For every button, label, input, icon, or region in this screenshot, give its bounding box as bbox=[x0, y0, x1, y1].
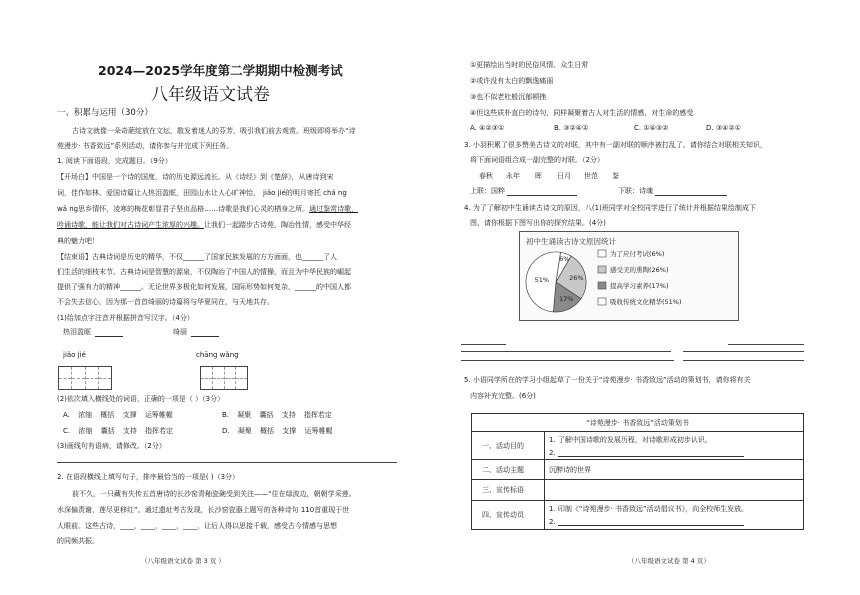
question-4-heading: 4. 为了了解初中生诵读古诗文的原因，八(1)班同学对全校同学进行了统计并根据结果绘制成下 bbox=[464, 204, 756, 212]
choice-b[interactable]: B. ③②④① bbox=[554, 124, 589, 132]
passage-text: 让我们一起踏步古诗苑，陶冶性情，感受中华经 bbox=[204, 221, 351, 229]
plan-table-title: “诗苑漫步· 书香致远”活动策划书 bbox=[472, 414, 804, 432]
chart-title: 初中生诵读古诗文原因统计 bbox=[526, 237, 616, 246]
row-content bbox=[545, 432, 804, 460]
passage-line bbox=[57, 188, 347, 198]
exam-title-subject: 八年级语文试卷 bbox=[151, 85, 270, 105]
passage-pinyin: jiǎo jié bbox=[263, 189, 286, 197]
answer-line[interactable] bbox=[461, 351, 671, 352]
subquestion-3: (3)画线句有语病，请修改。（2分） bbox=[57, 442, 166, 450]
slogan-answer-cell[interactable] bbox=[545, 480, 804, 501]
passage-line: 人眼前。这些古诗，____，____，____，____，让后人得以思接千载，感受古今情感与思想 bbox=[57, 522, 337, 530]
legend-label: 提高学习素养(17%) bbox=[610, 282, 669, 290]
question-2-heading: 2. 在语段横线上填写句子，排序最恰当的一项是( )（3分） bbox=[57, 473, 240, 481]
passage-line: 前不久，一只藏有失传五首唐诗的长沙窑青釉瓷碗受到关注——“住在绿波边，朝朝学采莲。 bbox=[72, 490, 356, 498]
passage-line: 不会失去信心，因为那一首首绮丽的诗篇将与华夏同在，与天地共存。 bbox=[57, 298, 274, 306]
passage-line: 【开场白】中国是一个诗的国度，诗的历史源远流长。从《诗经》到《楚辞》，从唐诗到宋 bbox=[57, 173, 334, 181]
option-c[interactable]: C. 浓缩 囊括 支持 指挥若定 bbox=[63, 427, 174, 435]
couplet-word: 永年 bbox=[506, 172, 520, 180]
option-d[interactable]: D. 凝聚 概括 支撑 运筹帷幄 bbox=[222, 427, 333, 435]
answer-line[interactable] bbox=[57, 462, 397, 463]
choice-a[interactable]: A. ④②③① bbox=[470, 124, 505, 132]
choice-c[interactable]: C. ①④③② bbox=[634, 124, 669, 132]
passage-line: 提供了强有力的精神______。无论世界多极化如何发展，国际形势如何复杂，______的中国人都 bbox=[57, 283, 351, 291]
question-4-heading: 图，请你根据下图写出你的探究结果。(4分) bbox=[470, 219, 606, 227]
pie-slice-label: 51% bbox=[534, 276, 550, 285]
lower-couplet bbox=[618, 186, 727, 196]
passage-text: wǎ ng思乡情怀，凌寒的梅花彰显君子坚贞品格……诗歌是我们心灵的栖身之所。 bbox=[57, 205, 310, 213]
legend-label: 为了应付考试(6%) bbox=[610, 250, 665, 258]
upper-couplet bbox=[470, 186, 577, 196]
pinyin-label: jiǎo jié bbox=[63, 351, 86, 359]
option-b[interactable]: B. 凝聚 囊括 支持 指挥若定 bbox=[222, 411, 332, 419]
couplet-word: 晖 bbox=[535, 172, 542, 180]
upper-couplet-label: 上联：国粹 bbox=[470, 187, 505, 195]
row-label: 一、活动目的 bbox=[472, 432, 545, 460]
row-content bbox=[545, 501, 804, 530]
passage-underlined-sentence: 吟诵诗歌，能让我们对古诗词产生浓厚的兴趣。 bbox=[57, 221, 204, 229]
passage-line: 的同频共振。 bbox=[57, 537, 99, 545]
pie-slice-label: 6% bbox=[559, 254, 570, 263]
lower-couplet-label: 下联：诗魂 bbox=[618, 187, 653, 195]
row-label: 三、宣传标语 bbox=[472, 480, 545, 501]
page-footer: （八年级语文试卷 第 4 页） bbox=[628, 557, 710, 565]
passage-line: 们生活的细枝末节。古典诗词是智慧的源泉，不仅陶冶了中国人的情操，而且为中华民族的崛起 bbox=[57, 268, 351, 276]
answer-line[interactable] bbox=[728, 344, 804, 345]
row-content: 沉醉诗的世界 bbox=[545, 460, 804, 480]
plan-table bbox=[471, 413, 804, 530]
answer-line[interactable] bbox=[683, 351, 804, 352]
legend-swatch bbox=[598, 266, 606, 273]
pinyin-word-text: 绮丽 bbox=[173, 328, 187, 336]
passage-line bbox=[57, 204, 358, 214]
answer-line[interactable] bbox=[461, 360, 674, 361]
passage-line: 【结束语】古典诗词是历史的精华，不仅______了国家民族发展的方方面面，也______了人 bbox=[57, 253, 337, 261]
character-writing-box[interactable] bbox=[58, 366, 112, 390]
intro-line: 古诗文就像一朵奇葩绽放在文坛，散发着迷人的芬芳，吸引我们前去观赏。班级即将举办“诗 bbox=[72, 127, 356, 135]
sentence-option: ①更描绘出当时的民俗风情、众生日常 bbox=[470, 61, 589, 69]
question-1-heading: 1. 阅读下面语段，完成题目。（9分） bbox=[57, 157, 172, 165]
passage-line: 典的魅力吧！ bbox=[57, 237, 99, 245]
answer-blank[interactable] bbox=[558, 448, 744, 457]
row-label: 四、宣传动员 bbox=[472, 501, 545, 530]
passage-text: 词，佳作如林。爱国诗篇让人热泪盈眶，田园山水让人心旷神怡， bbox=[57, 189, 260, 197]
pie-slice-label: 26% bbox=[569, 273, 584, 282]
row-label: 二、活动主题 bbox=[472, 460, 545, 480]
sentence-option: ③也不似老杜般沉郁顿挫 bbox=[470, 93, 547, 101]
answer-blank[interactable] bbox=[95, 328, 123, 337]
pinyin-word bbox=[173, 327, 219, 337]
question-3-heading: 将下面词语组合成一副完整的对联。（2分） bbox=[470, 156, 604, 164]
subquestion-2: (2)依次填入横线处的词语，正确的一项是（ ）（3分） bbox=[57, 395, 225, 403]
legend-label: 吸收传统文化精华(51%) bbox=[610, 298, 682, 306]
couplet-word: 鉴 bbox=[612, 172, 619, 180]
intro-line: 苑漫步· 书香致远”系列活动，请你参与并完成下列任务。 bbox=[57, 142, 234, 150]
couplet-word: 日月 bbox=[557, 172, 571, 180]
row-text: 2. bbox=[549, 448, 556, 457]
pie-chart bbox=[520, 232, 738, 320]
couplet-word: 春秋 bbox=[479, 172, 493, 180]
row-text: 1. 了解中国诗歌的发展历程，对诗歌形成初步认识。 bbox=[549, 435, 712, 444]
subquestion-1: (1)给加点字注音并根据拼音写汉字。（4分） bbox=[57, 314, 194, 322]
sentence-option: ④但这些质朴直白的诗句，同样凝聚着古人对生活的情感、对生命的感受 bbox=[470, 109, 694, 117]
passage-text: 的明月寄托 chá ng bbox=[285, 189, 347, 197]
passage-underlined-sentence: 通过鉴赏诗歌， bbox=[309, 205, 359, 213]
section-heading: 一、积累与运用（30分） bbox=[57, 108, 153, 118]
page-footer: （八年级语文试卷 第 3 页 ） bbox=[141, 557, 225, 565]
row-text: 1. 印制《“诗苑漫步· 书香致远”活动倡议书》，向全校师生发放。 bbox=[549, 505, 749, 513]
option-a[interactable]: A. 浓缩 概括 支撑 运筹帷幄 bbox=[63, 411, 173, 419]
answer-line[interactable] bbox=[461, 344, 506, 345]
row-text: 2. bbox=[549, 518, 556, 526]
passage-line: 水深偏责谢，莲尽更移红”。通过遗址考古发现，长沙窑瓷器上题写的各种诗句 110首重现于世 bbox=[57, 506, 350, 514]
legend-label: 感受美的熏陶(26%) bbox=[610, 266, 669, 274]
answer-blank[interactable] bbox=[191, 328, 219, 337]
answer-blank[interactable] bbox=[655, 187, 727, 196]
answer-line[interactable] bbox=[683, 360, 804, 361]
legend-swatch bbox=[598, 250, 606, 257]
character-writing-box[interactable] bbox=[200, 366, 248, 390]
passage-line bbox=[57, 220, 351, 230]
exam-title-year: 2024—2025学年度第二学期期中检测考试 bbox=[98, 63, 343, 78]
answer-blank[interactable] bbox=[507, 187, 577, 196]
pinyin-label: chāng wǎng bbox=[196, 351, 239, 359]
answer-blank[interactable] bbox=[558, 517, 744, 526]
legend-swatch bbox=[598, 298, 606, 305]
choice-d[interactable]: D. ③④②① bbox=[706, 124, 741, 132]
pinyin-word bbox=[63, 327, 123, 337]
pinyin-word-text: 热泪盈眶 bbox=[63, 328, 91, 336]
question-5-heading: 内容补充完整。(6分) bbox=[470, 392, 536, 400]
question-3-heading: 3. 小羽积累了很多赞美古诗文的对联，其中有一副对联的顺序被打乱了。请你结合对联相关知识， bbox=[464, 141, 767, 149]
couplet-word: 世范 bbox=[584, 172, 598, 180]
legend-swatch bbox=[598, 282, 606, 289]
pie-slice-label: 17% bbox=[559, 294, 574, 303]
sentence-option: ②或许没有太白的飘逸痛丽 bbox=[470, 77, 554, 85]
pie-chart-panel bbox=[519, 231, 739, 321]
question-5-heading: 5. 小语同学所在的学习小组起草了一份关于“诗苑漫步· 书香致远”活动的策划书，请你将有关 bbox=[464, 376, 751, 384]
